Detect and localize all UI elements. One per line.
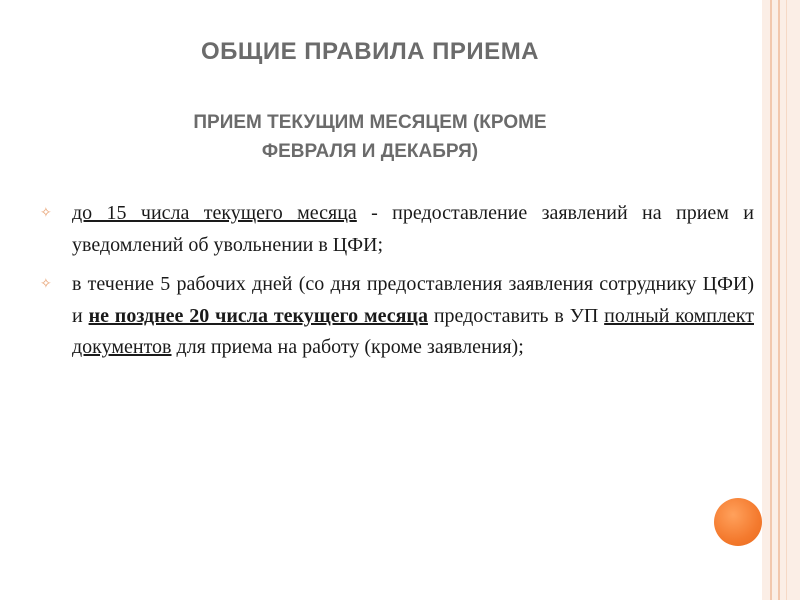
decorative-stripe-line <box>786 0 787 600</box>
decorative-orange-circle <box>714 498 762 546</box>
bullet-2-text-part-3: для приема на работу (кроме заявления); <box>171 336 524 358</box>
bullet-marker-icon: ✧ <box>40 277 52 292</box>
bullet-item-deadline-15 <box>40 198 754 261</box>
decorative-side-stripe <box>762 0 800 600</box>
bullet-2-underlined-text: полный комплект документов <box>72 304 754 358</box>
bullet-marker-icon: ✧ <box>40 206 52 221</box>
slide-subtitle <box>90 108 650 166</box>
subtitle-line-1: ПРИЕМ ТЕКУЩИМ МЕСЯЦЕМ (КРОМЕ <box>193 112 547 133</box>
bullet-item-deadline-20 <box>40 269 754 364</box>
bullet-2-text-part-2: предоставить в УП <box>427 304 605 327</box>
slide-title: ОБЩИЕ ПРАВИЛА ПРИЕМА <box>200 38 540 65</box>
decorative-stripe-line <box>770 0 772 600</box>
subtitle-line-2: ФЕВРАЛЯ И ДЕКАБРЯ) <box>261 141 479 162</box>
bullet-2-text-part-1: в течение 5 рабочих дней (со дня предоставления заявления сотруднику ЦФИ) и <box>72 273 754 327</box>
bullet-1-text: - предоставление заявлений на прием и уведомлений об увольнении в ЦФИ; <box>72 202 754 256</box>
bullet-2-bold-underlined-text: не позднее 20 числа текущего месяца <box>88 304 428 327</box>
decorative-stripe-line <box>778 0 780 600</box>
bullet-list <box>40 198 754 372</box>
bullet-1-underlined-text: до 15 числа текущего месяца <box>72 202 357 224</box>
